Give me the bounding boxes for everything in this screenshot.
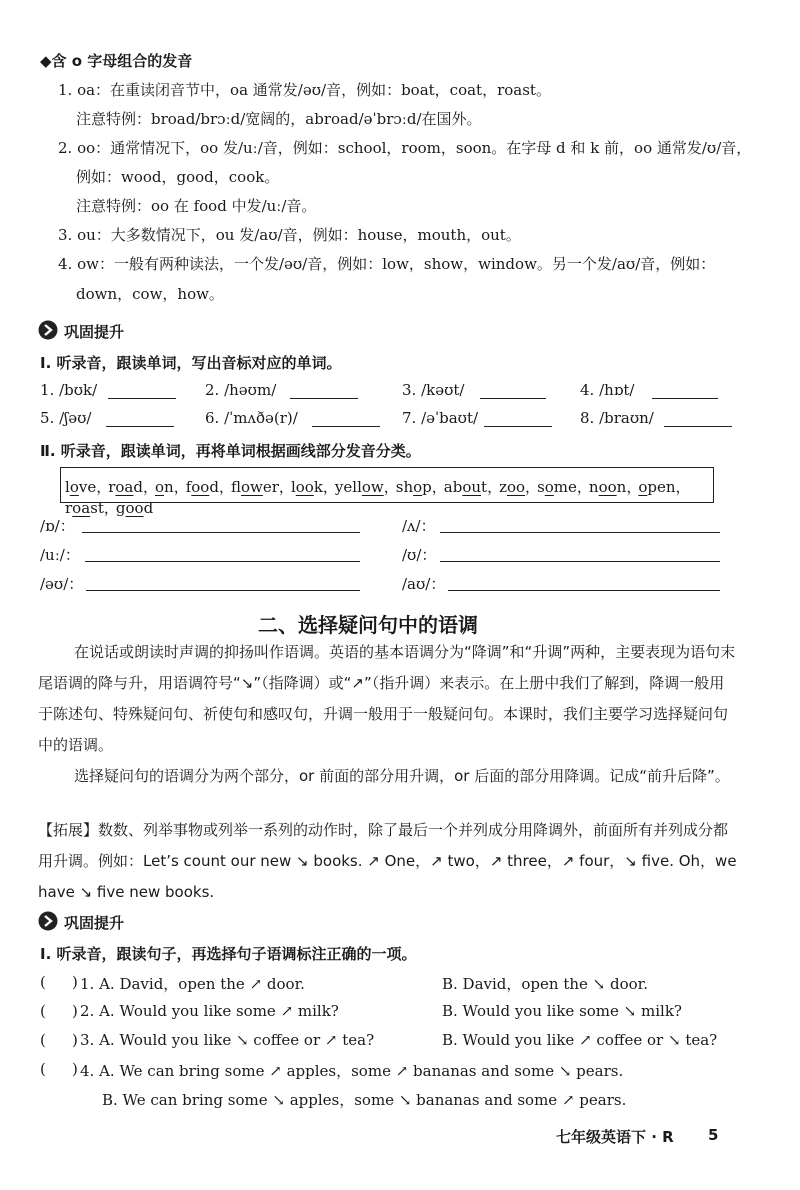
- question-4-option-b: B. We can bring some ↘ apples，some ↘ bananas and some ↗ pears.: [102, 1091, 627, 1109]
- exercise-1-item-5: 5. /ʃəʊ/: [40, 409, 92, 427]
- consolidate-heading-1: 巩固提升: [64, 323, 125, 341]
- word-item: some: [537, 478, 577, 496]
- rule-ou: 3. ou：大多数情况下，ou 发/aʊ/音，例如：house，mouth，out。: [58, 226, 521, 244]
- answer-blank-4[interactable]: [652, 397, 718, 399]
- question-1-paren-close: ): [72, 973, 78, 991]
- category-label-6: /aʊ/：: [402, 575, 446, 593]
- answer-blank-7[interactable]: [484, 425, 552, 427]
- question-4-paren-close: ): [72, 1060, 78, 1078]
- rule-oo: 2. oo：通常情况下，oo 发/uː/音，例如：school，room，soon。在字母 d 和 k 前，oo 通常发/ʊ/音，: [58, 139, 752, 157]
- answer-blank-5[interactable]: [106, 425, 174, 427]
- category-blank-2[interactable]: [440, 531, 720, 533]
- exercise-1-item-4: 4. /hɒt/: [580, 381, 635, 399]
- exercise-1-title: Ⅰ. 听录音，跟读单词，写出音标对应的单词。: [40, 354, 342, 372]
- question-1-option-b: B. David，open the ↘ door.: [442, 975, 648, 993]
- question-3-option-a: 3. A. Would you like ↘ coffee or ↗ tea?: [80, 1031, 375, 1049]
- rule-oo-exception: 注意特例：oo 在 food 中发/uː/音。: [76, 197, 317, 215]
- question-4-paren-open[interactable]: (: [40, 1060, 46, 1078]
- question-2-option-a: 2. A. Would you like some ↗ milk?: [80, 1002, 339, 1020]
- section-2-title: 二、选择疑问句中的语调: [258, 613, 478, 637]
- rule-oo-example: 例如：wood，good，cook。: [76, 168, 280, 186]
- word-item: good: [115, 499, 154, 517]
- answer-blank-1[interactable]: [108, 397, 176, 399]
- word-item: food: [185, 478, 219, 496]
- question-3-paren-open[interactable]: (: [40, 1031, 46, 1049]
- question-3-paren-close: ): [72, 1031, 78, 1049]
- rule-oa: 1. oa：在重读闭音节中，oa 通常发/əʊ/音，例如：boat，coat，roast。: [58, 81, 551, 99]
- category-label-2: /ʌ/：: [402, 517, 436, 535]
- exercise-1-item-2: 2. /həʊm/: [205, 381, 277, 399]
- question-1-paren-open[interactable]: (: [40, 973, 46, 991]
- word-item: love: [65, 478, 97, 496]
- footer-book-title: 七年级英语下 · R: [556, 1128, 674, 1146]
- category-label-3: /uː/：: [40, 546, 80, 564]
- exercise-1-item-7: 7. /əˈbaʊt/: [402, 409, 479, 427]
- question-2-paren-close: ): [72, 1002, 78, 1020]
- category-label-1: /ɒ/：: [40, 517, 75, 535]
- section-title-o-combos: ◆含 o 字母组合的发音: [40, 52, 193, 70]
- word-item: open: [638, 478, 676, 496]
- exercise-1-item-6: 6. /ˈmʌðə(r)/: [205, 409, 298, 427]
- word-item: shop: [395, 478, 432, 496]
- word-item: about: [443, 478, 488, 496]
- question-2-option-b: B. Would you like some ↘ milk?: [442, 1002, 682, 1020]
- chevron-badge-icon: [38, 911, 58, 931]
- answer-blank-8[interactable]: [664, 425, 732, 427]
- category-label-5: /əʊ/：: [40, 575, 84, 593]
- exercise-1-item-1: 1. /bʊk/: [40, 381, 98, 399]
- word-item: zoo: [499, 478, 526, 496]
- answer-blank-3[interactable]: [480, 397, 546, 399]
- word-item: look: [290, 478, 323, 496]
- word-item: road: [108, 478, 143, 496]
- exercise-1-item-3: 3. /kəʊt/: [402, 381, 465, 399]
- word-item: flower: [230, 478, 279, 496]
- word-box: love，road，on，food，flower，look，yellow，shop，about，zoo，some，noon，open，roast，good: [60, 467, 714, 503]
- paragraph-choice-question: 选择疑问句的语调分为两个部分，or 前面的部分用升调，or 后面的部分用降调。记成“前升后降”。: [74, 767, 730, 785]
- word-item: roast: [65, 499, 104, 517]
- category-label-4: /ʊ/：: [402, 546, 437, 564]
- paragraph-extension: 【拓展】数数、列举事物或列举一系列的动作时，除了最后一个并列成分用降调外，前面所有并列成分都用升调。例如：Let’s count our new ↘ books. ↗ One，↗ two，↗ three，↗ four，↘ five. Oh，we have ↘ five new books.: [38, 821, 737, 901]
- question-1-option-a: 1. A. David，open the ↗ door.: [80, 975, 305, 993]
- question-4-option-a: 4. A. We can bring some ↗ apples，some ↗ bananas and some ↘ pears.: [80, 1062, 624, 1080]
- category-blank-5[interactable]: [86, 589, 360, 591]
- rule-oa-exception: 注意特例：broad/brɔːd/宽阔的，abroad/əˈbrɔːd/在国外。: [76, 110, 482, 128]
- word-item: yellow: [334, 478, 384, 496]
- paragraph-intonation: 在说话或朗读时声调的抑扬叫作语调。英语的基本语调分为“降调”和“升调”两种，主要表现为语句末尾语调的降与升，用语调符号“↘”（指降调）或“↗”（指升调）来表示。在上册中我们了解到，降调一般用于陈述句、特殊疑问句、祈使句和感叹句，升调一般用于一般疑问句。本课时，我们主要学习选择疑问句中的语调。: [38, 643, 736, 754]
- page-number: 5: [708, 1126, 719, 1144]
- rule-ow: 4. ow：一般有两种读法，一个发/əʊ/音，例如：low，show，window。另一个发/aʊ/音，例如：: [58, 255, 716, 273]
- chevron-badge-icon: [38, 320, 58, 340]
- question-3-option-b: B. Would you like ↗ coffee or ↘ tea?: [442, 1031, 718, 1049]
- category-blank-3[interactable]: [85, 560, 360, 562]
- exercise-2-title: Ⅱ. 听录音，跟读单词，再将单词根据画线部分发音分类。: [40, 442, 421, 460]
- exercise-3-title: Ⅰ. 听录音，跟读句子，再选择句子语调标注正确的一项。: [40, 945, 417, 963]
- word-item: noon: [588, 478, 627, 496]
- rule-ow-example: down，cow，how。: [76, 285, 224, 303]
- category-blank-1[interactable]: [82, 531, 360, 533]
- word-item: on: [155, 478, 174, 496]
- question-2-paren-open[interactable]: (: [40, 1002, 46, 1020]
- category-blank-6[interactable]: [448, 589, 720, 591]
- consolidate-heading-2: 巩固提升: [64, 914, 125, 932]
- exercise-1-item-8: 8. /braʊn/: [580, 409, 654, 427]
- answer-blank-6[interactable]: [312, 425, 380, 427]
- answer-blank-2[interactable]: [290, 397, 358, 399]
- category-blank-4[interactable]: [440, 560, 720, 562]
